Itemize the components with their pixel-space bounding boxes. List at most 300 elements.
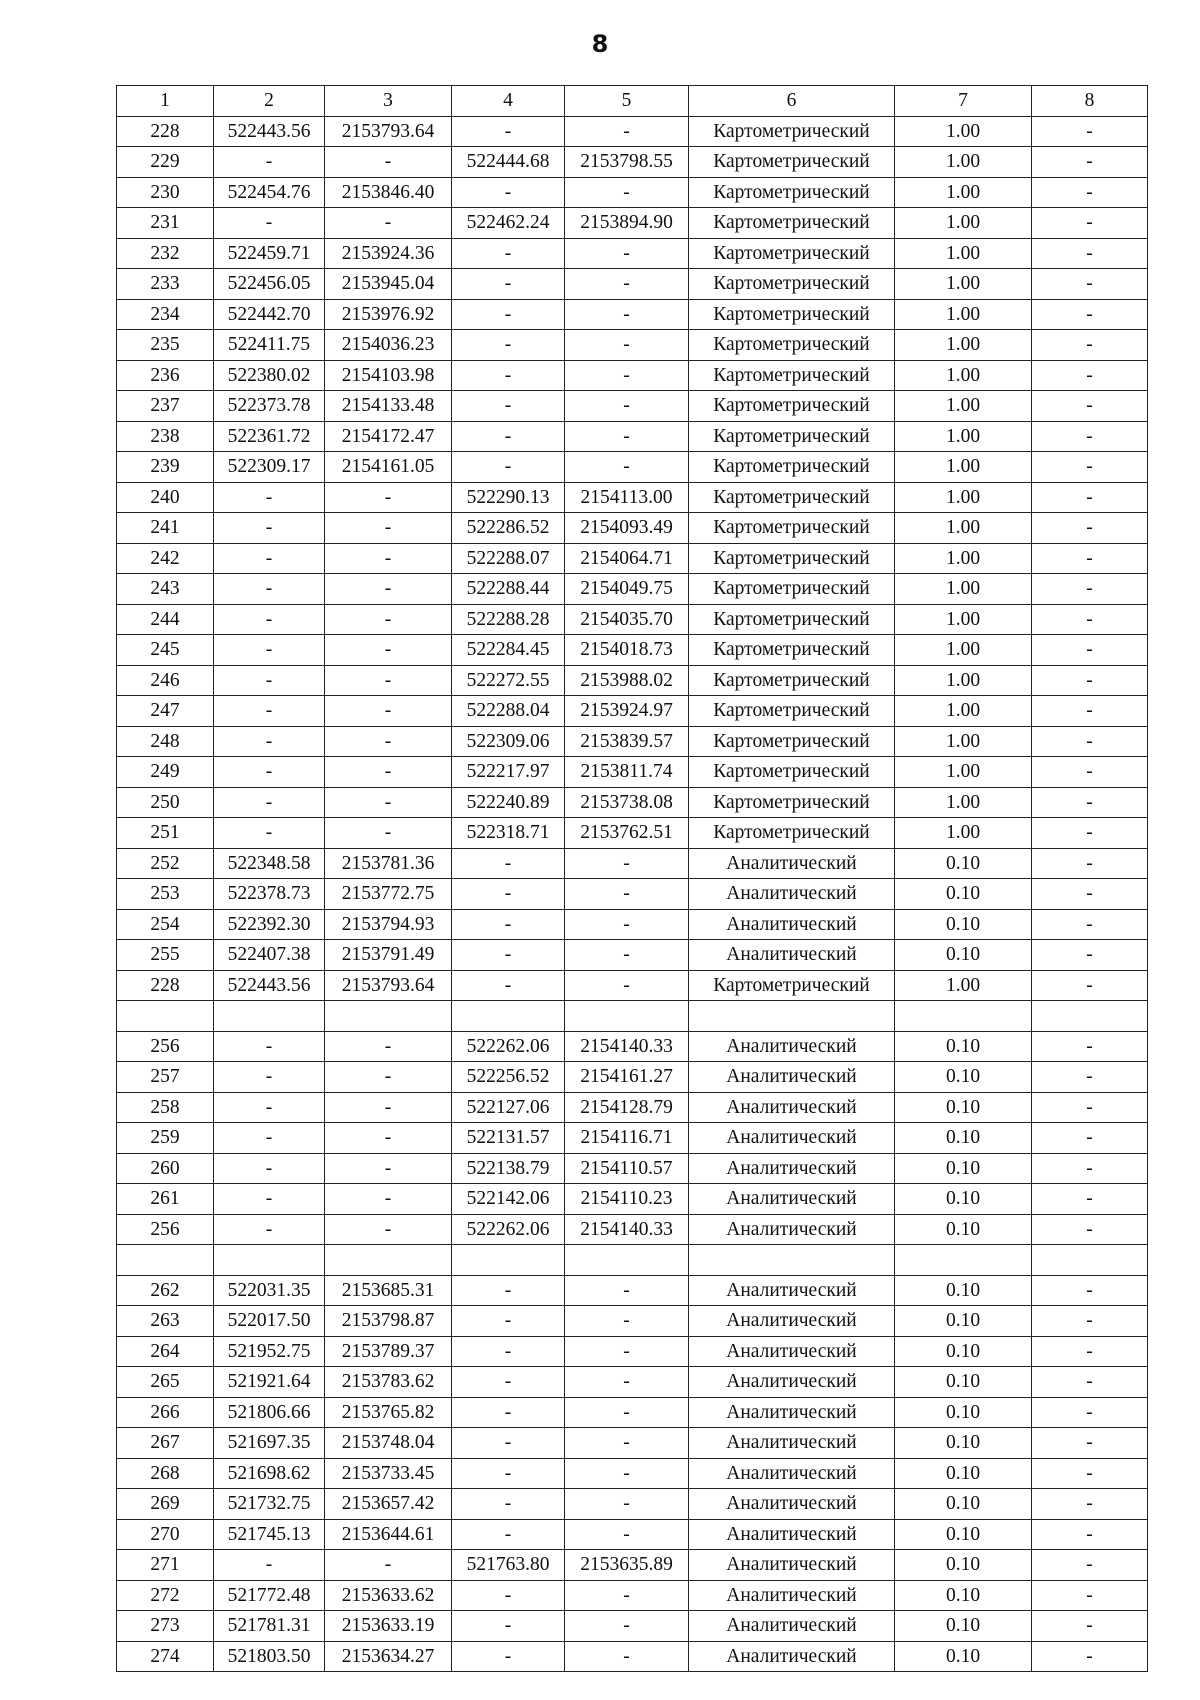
table-cell: - <box>1032 1275 1148 1306</box>
table-cell: - <box>565 1275 689 1306</box>
table-cell: 256 <box>117 1031 214 1062</box>
table-cell: 522309.17 <box>214 452 325 483</box>
table-cell: - <box>565 1458 689 1489</box>
table-cell: 2154172.47 <box>325 421 452 452</box>
table-cell: - <box>452 1580 565 1611</box>
table-cell: 522240.89 <box>452 787 565 818</box>
table-row <box>117 665 1148 696</box>
table-cell: - <box>325 513 452 544</box>
table-cell: - <box>214 482 325 513</box>
table-cell: 522217.97 <box>452 757 565 788</box>
table-row <box>117 147 1148 178</box>
table-cell: 2153839.57 <box>565 726 689 757</box>
table-cell: Аналитический <box>689 1428 895 1459</box>
table-cell: - <box>214 147 325 178</box>
table-cell: - <box>1032 1336 1148 1367</box>
table-cell: 522017.50 <box>214 1306 325 1337</box>
table-cell: 2154113.00 <box>565 482 689 513</box>
table-cell: 2153793.64 <box>325 970 452 1001</box>
table-cell: - <box>1032 269 1148 300</box>
separator-row <box>117 1001 1148 1032</box>
table-cell: - <box>1032 757 1148 788</box>
table-cell: 521698.62 <box>214 1458 325 1489</box>
table-cell: 2154110.57 <box>565 1153 689 1184</box>
table-cell: - <box>214 1092 325 1123</box>
table-cell: - <box>565 177 689 208</box>
table-cell: 1.00 <box>895 238 1032 269</box>
table-cell: - <box>452 330 565 361</box>
table-cell: - <box>1032 970 1148 1001</box>
table-cell <box>452 1245 565 1276</box>
table-cell: 522272.55 <box>452 665 565 696</box>
table-cell: - <box>452 1458 565 1489</box>
table-cell: 2153783.62 <box>325 1367 452 1398</box>
table-cell: 0.10 <box>895 1123 1032 1154</box>
table-cell <box>325 1245 452 1276</box>
table-row <box>117 269 1148 300</box>
table-cell: - <box>565 1580 689 1611</box>
table-cell: 1.00 <box>895 635 1032 666</box>
table-cell: - <box>1032 1641 1148 1672</box>
table-cell: - <box>452 1519 565 1550</box>
table-cell: 2153789.37 <box>325 1336 452 1367</box>
table-cell: 2154133.48 <box>325 391 452 422</box>
table-cell: 1.00 <box>895 726 1032 757</box>
table-cell: 274 <box>117 1641 214 1672</box>
table-cell: - <box>1032 330 1148 361</box>
table-cell: - <box>452 1397 565 1428</box>
table-cell: 2153894.90 <box>565 208 689 239</box>
table-cell: 2153738.08 <box>565 787 689 818</box>
table-cell: 2154161.05 <box>325 452 452 483</box>
table-cell: - <box>565 269 689 300</box>
table-cell: Аналитический <box>689 1275 895 1306</box>
table-cell: 1.00 <box>895 970 1032 1001</box>
column-header: 3 <box>325 86 452 117</box>
table-cell: 522454.76 <box>214 177 325 208</box>
table-cell: - <box>452 1489 565 1520</box>
table-cell: - <box>565 360 689 391</box>
table-cell: 270 <box>117 1519 214 1550</box>
table-cell: Аналитический <box>689 1367 895 1398</box>
table-cell: - <box>214 1031 325 1062</box>
table-cell: 522380.02 <box>214 360 325 391</box>
table-cell: 261 <box>117 1184 214 1215</box>
table-cell: 238 <box>117 421 214 452</box>
table-cell: 241 <box>117 513 214 544</box>
table-cell: Картометрический <box>689 696 895 727</box>
table-cell: - <box>325 757 452 788</box>
table-cell: Картометрический <box>689 513 895 544</box>
table-cell: 2153794.93 <box>325 909 452 940</box>
table-cell: 0.10 <box>895 1092 1032 1123</box>
table-row <box>117 1153 1148 1184</box>
table-cell: - <box>325 1184 452 1215</box>
table-cell: Аналитический <box>689 909 895 940</box>
table-cell <box>214 1001 325 1032</box>
table-cell: 2153924.97 <box>565 696 689 727</box>
table-cell: - <box>1032 1123 1148 1154</box>
table-cell: - <box>214 1214 325 1245</box>
table-row <box>117 1489 1148 1520</box>
table-row <box>117 1214 1148 1245</box>
table-cell: 246 <box>117 665 214 696</box>
table-cell: - <box>325 1123 452 1154</box>
table-cell: 1.00 <box>895 116 1032 147</box>
table-cell: 2153644.61 <box>325 1519 452 1550</box>
table-cell: - <box>325 1031 452 1062</box>
table-cell: Аналитический <box>689 1519 895 1550</box>
table-cell: 0.10 <box>895 1031 1032 1062</box>
table-cell: - <box>452 879 565 910</box>
table-cell: 2154128.79 <box>565 1092 689 1123</box>
table-cell: 255 <box>117 940 214 971</box>
table-cell: 1.00 <box>895 543 1032 574</box>
table-cell: - <box>214 787 325 818</box>
table-cell: 272 <box>117 1580 214 1611</box>
table-row <box>117 1458 1148 1489</box>
table-cell: 1.00 <box>895 818 1032 849</box>
table-cell: - <box>452 940 565 971</box>
table-cell: 263 <box>117 1306 214 1337</box>
table-cell: Аналитический <box>689 1123 895 1154</box>
table-cell: - <box>452 452 565 483</box>
table-cell: - <box>325 1062 452 1093</box>
table-row <box>117 940 1148 971</box>
table-cell: - <box>325 818 452 849</box>
separator-row <box>117 1245 1148 1276</box>
table-row <box>117 482 1148 513</box>
table-cell: - <box>325 787 452 818</box>
table-cell: Картометрический <box>689 604 895 635</box>
table-cell: Картометрический <box>689 452 895 483</box>
table-cell: 521952.75 <box>214 1336 325 1367</box>
table-cell: 521745.13 <box>214 1519 325 1550</box>
table-cell: 2153988.02 <box>565 665 689 696</box>
table-cell: 2153772.75 <box>325 879 452 910</box>
table-cell: 230 <box>117 177 214 208</box>
table-row <box>117 879 1148 910</box>
table-cell: 1.00 <box>895 665 1032 696</box>
table-cell: 243 <box>117 574 214 605</box>
table-cell: 267 <box>117 1428 214 1459</box>
table-cell: Аналитический <box>689 1092 895 1123</box>
column-header: 1 <box>117 86 214 117</box>
table-row <box>117 970 1148 1001</box>
table-row <box>117 757 1148 788</box>
table-cell: 249 <box>117 757 214 788</box>
table-cell: 522262.06 <box>452 1214 565 1245</box>
table-cell: Картометрический <box>689 543 895 574</box>
table-cell: - <box>325 208 452 239</box>
table-cell: - <box>1032 208 1148 239</box>
table-cell: 2154036.23 <box>325 330 452 361</box>
table-cell: 522361.72 <box>214 421 325 452</box>
table-row <box>117 1336 1148 1367</box>
table-cell: - <box>1032 787 1148 818</box>
table-row <box>117 360 1148 391</box>
table-cell: 521806.66 <box>214 1397 325 1428</box>
table-cell: Картометрический <box>689 482 895 513</box>
table-row <box>117 513 1148 544</box>
table-cell: - <box>1032 1458 1148 1489</box>
table-cell: 2153748.04 <box>325 1428 452 1459</box>
table-cell: 2154161.27 <box>565 1062 689 1093</box>
table-cell: 1.00 <box>895 360 1032 391</box>
table-cell: 254 <box>117 909 214 940</box>
table-cell: Аналитический <box>689 1580 895 1611</box>
table-cell: Картометрический <box>689 360 895 391</box>
table-cell: Картометрический <box>689 818 895 849</box>
table-cell: - <box>214 1062 325 1093</box>
table-row <box>117 452 1148 483</box>
table-row <box>117 543 1148 574</box>
table-cell: 256 <box>117 1214 214 1245</box>
table-cell: 232 <box>117 238 214 269</box>
table-cell: 2154110.23 <box>565 1184 689 1215</box>
table-cell: 228 <box>117 970 214 1001</box>
table-cell: 522462.24 <box>452 208 565 239</box>
table-cell: 0.10 <box>895 1153 1032 1184</box>
table-cell <box>325 1001 452 1032</box>
table-cell <box>895 1001 1032 1032</box>
table-cell: - <box>565 1336 689 1367</box>
table-cell: - <box>1032 452 1148 483</box>
table-cell: Картометрический <box>689 635 895 666</box>
table-row <box>117 1275 1148 1306</box>
table-cell: - <box>1032 543 1148 574</box>
table-cell: - <box>1032 1062 1148 1093</box>
table-cell: Картометрический <box>689 177 895 208</box>
table-row <box>117 1641 1148 1672</box>
table-cell: - <box>214 635 325 666</box>
table-cell: 231 <box>117 208 214 239</box>
table-cell: 235 <box>117 330 214 361</box>
table-cell: 245 <box>117 635 214 666</box>
table-row <box>117 1397 1148 1428</box>
table-cell: - <box>214 696 325 727</box>
column-header: 4 <box>452 86 565 117</box>
table-cell: - <box>565 116 689 147</box>
table-cell: 2154049.75 <box>565 574 689 605</box>
table-cell: - <box>1032 1611 1148 1642</box>
table-cell <box>895 1245 1032 1276</box>
table-cell: - <box>214 208 325 239</box>
table-row <box>117 787 1148 818</box>
table-cell: - <box>452 1641 565 1672</box>
table-cell: 259 <box>117 1123 214 1154</box>
table-cell: 0.10 <box>895 1458 1032 1489</box>
table-cell: Картометрический <box>689 970 895 1001</box>
table-row <box>117 1519 1148 1550</box>
table-cell: 521763.80 <box>452 1550 565 1581</box>
table-cell: 522411.75 <box>214 330 325 361</box>
table-cell: - <box>1032 1092 1148 1123</box>
table-cell: 244 <box>117 604 214 635</box>
table-cell: 522378.73 <box>214 879 325 910</box>
table-cell: 0.10 <box>895 1336 1032 1367</box>
table-cell: 0.10 <box>895 1397 1032 1428</box>
table-cell: - <box>565 909 689 940</box>
table-cell: - <box>565 848 689 879</box>
table-cell: 521921.64 <box>214 1367 325 1398</box>
table-header <box>117 86 1148 117</box>
table-cell: 522284.45 <box>452 635 565 666</box>
table-cell: - <box>214 574 325 605</box>
table-cell: Аналитический <box>689 879 895 910</box>
table-cell: Аналитический <box>689 1336 895 1367</box>
table-cell: 240 <box>117 482 214 513</box>
table-cell: - <box>325 665 452 696</box>
header-row <box>117 86 1148 117</box>
table-cell: - <box>1032 1214 1148 1245</box>
table-cell: - <box>452 391 565 422</box>
table-row <box>117 1550 1148 1581</box>
table-cell: - <box>1032 1031 1148 1062</box>
table-cell: - <box>452 970 565 1001</box>
table-cell: 521803.50 <box>214 1641 325 1672</box>
table-cell: 521697.35 <box>214 1428 325 1459</box>
table-cell: Картометрический <box>689 665 895 696</box>
table-cell: - <box>565 1519 689 1550</box>
table-cell: - <box>1032 147 1148 178</box>
table-cell: 2154093.49 <box>565 513 689 544</box>
table-cell: 2154035.70 <box>565 604 689 635</box>
table-cell: 0.10 <box>895 909 1032 940</box>
table-row <box>117 208 1148 239</box>
table-cell: 522444.68 <box>452 147 565 178</box>
table-cell: - <box>1032 879 1148 910</box>
table-cell: - <box>325 482 452 513</box>
table-cell: - <box>452 116 565 147</box>
table-cell: Аналитический <box>689 848 895 879</box>
table-cell: 269 <box>117 1489 214 1520</box>
table-cell: - <box>1032 238 1148 269</box>
table-cell: - <box>325 635 452 666</box>
table-cell: Аналитический <box>689 1611 895 1642</box>
table-cell: Аналитический <box>689 1458 895 1489</box>
table-cell: 522288.28 <box>452 604 565 635</box>
table-cell: - <box>452 1428 565 1459</box>
table-cell: - <box>565 1397 689 1428</box>
table-cell: - <box>1032 1428 1148 1459</box>
table-cell <box>689 1001 895 1032</box>
table-cell: Аналитический <box>689 1062 895 1093</box>
table-cell: 522288.04 <box>452 696 565 727</box>
table-cell: - <box>452 909 565 940</box>
table-row <box>117 299 1148 330</box>
table-cell: - <box>1032 726 1148 757</box>
table-cell: - <box>452 1275 565 1306</box>
table-cell: 522392.30 <box>214 909 325 940</box>
table-cell: Картометрический <box>689 238 895 269</box>
table-row <box>117 1611 1148 1642</box>
table-cell: - <box>565 1306 689 1337</box>
table-cell: 0.10 <box>895 879 1032 910</box>
table-cell: 247 <box>117 696 214 727</box>
table-cell: - <box>325 696 452 727</box>
table-cell: - <box>325 1214 452 1245</box>
table-cell: 252 <box>117 848 214 879</box>
table-cell: 2153781.36 <box>325 848 452 879</box>
table-cell: - <box>452 421 565 452</box>
table-cell: - <box>214 1153 325 1184</box>
table-cell: - <box>1032 1550 1148 1581</box>
column-header: 5 <box>565 86 689 117</box>
table-cell: Картометрический <box>689 116 895 147</box>
table-cell: 266 <box>117 1397 214 1428</box>
table-cell: 1.00 <box>895 482 1032 513</box>
table-cell: - <box>565 299 689 330</box>
table-cell: 522459.71 <box>214 238 325 269</box>
table-cell <box>1032 1245 1148 1276</box>
table-cell: 1.00 <box>895 269 1032 300</box>
table-cell: 234 <box>117 299 214 330</box>
table-cell: - <box>325 574 452 605</box>
table-cell: - <box>1032 391 1148 422</box>
table-cell: 1.00 <box>895 147 1032 178</box>
table-cell: 1.00 <box>895 452 1032 483</box>
table-cell: 258 <box>117 1092 214 1123</box>
table-row <box>117 1123 1148 1154</box>
table-cell: 522443.56 <box>214 116 325 147</box>
table-row <box>117 1428 1148 1459</box>
table-cell: 236 <box>117 360 214 391</box>
table-cell: 237 <box>117 391 214 422</box>
table-cell: 522290.13 <box>452 482 565 513</box>
table-cell <box>452 1001 565 1032</box>
table-cell: - <box>565 452 689 483</box>
table-cell: 0.10 <box>895 1611 1032 1642</box>
table-row <box>117 177 1148 208</box>
column-header: 2 <box>214 86 325 117</box>
table-cell: - <box>565 1489 689 1520</box>
table-cell <box>1032 1001 1148 1032</box>
table-cell: - <box>1032 635 1148 666</box>
table-cell: Картометрический <box>689 726 895 757</box>
table-row <box>117 116 1148 147</box>
table-cell: - <box>565 1367 689 1398</box>
table-cell: 2154064.71 <box>565 543 689 574</box>
table-cell: - <box>1032 1184 1148 1215</box>
table-cell: Аналитический <box>689 1306 895 1337</box>
table-body <box>117 116 1148 1672</box>
table-cell: - <box>565 330 689 361</box>
table-cell: - <box>1032 482 1148 513</box>
table-row <box>117 1031 1148 1062</box>
table-cell: 522456.05 <box>214 269 325 300</box>
table-cell: - <box>1032 1306 1148 1337</box>
table-cell <box>117 1001 214 1032</box>
table-cell: - <box>1032 1367 1148 1398</box>
table-cell: Аналитический <box>689 1214 895 1245</box>
table-cell: 2154140.33 <box>565 1031 689 1062</box>
table-cell: 2153798.87 <box>325 1306 452 1337</box>
table-cell: 2153762.51 <box>565 818 689 849</box>
table-cell: 0.10 <box>895 1489 1032 1520</box>
table-cell: Картометрический <box>689 574 895 605</box>
table-cell: - <box>1032 1489 1148 1520</box>
table-cell: Аналитический <box>689 1550 895 1581</box>
table-row <box>117 1092 1148 1123</box>
table-cell: 521781.31 <box>214 1611 325 1642</box>
table-cell: 2153633.19 <box>325 1611 452 1642</box>
table-row <box>117 818 1148 849</box>
table-cell: - <box>1032 818 1148 849</box>
table-cell: 522309.06 <box>452 726 565 757</box>
table-cell: - <box>1032 360 1148 391</box>
table-cell: 2153798.55 <box>565 147 689 178</box>
